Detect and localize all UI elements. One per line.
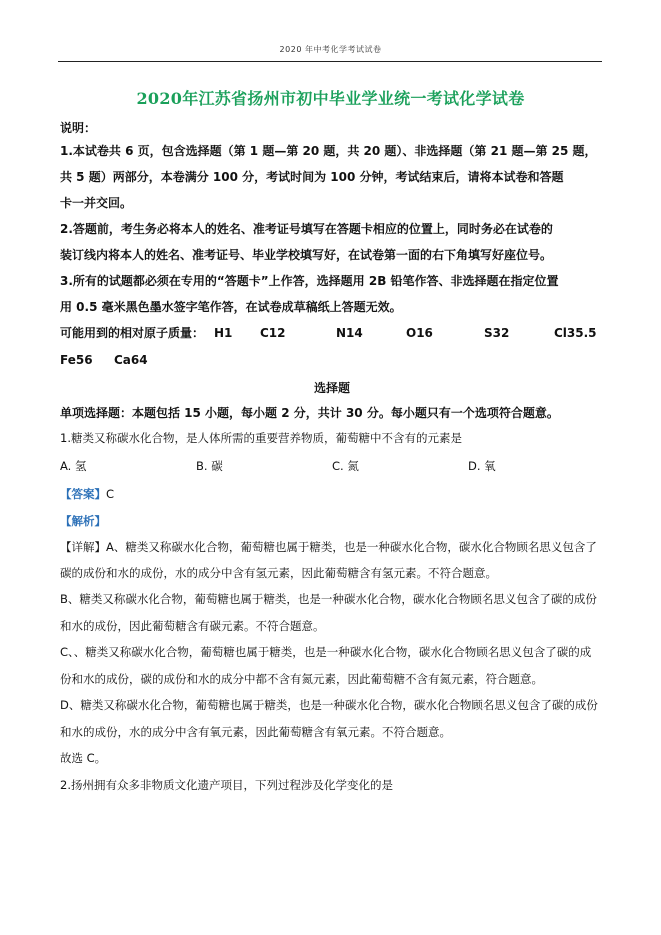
instruction-line: 用 0.5 毫米黑色墨水签字笔作答，在试卷成草稿纸上答题无效。 [60, 300, 402, 314]
exam-title: 2020年江苏省扬州市初中毕业学业统一考试化学试卷 [136, 89, 525, 108]
atomic-mass-row [60, 320, 604, 347]
question-2-stem: 2.扬州拥有众多非物质文化遗产项目，下列过程涉及化学变化的是 [60, 778, 393, 792]
instruction-line: 3.所有的试题都必须在专用的“答题卡”上作答，选择题用 2B 铅笔作答、非选择题在指定位置 [60, 274, 559, 288]
option-d: D. 氧 [468, 459, 496, 473]
atomic-mass-label: 可能用到的相对原子质量： [60, 326, 205, 340]
detail-line: 份和水的成份，碳的成份和水的成分中都不含有氮元素，因此葡萄糖不含有氮元素，符合题意。 [60, 672, 543, 686]
atomic-mass-item: Fe56 [60, 353, 93, 367]
conclusion-line: 故选 C。 [60, 751, 107, 765]
atomic-mass-item: Cl35.5 [554, 326, 597, 340]
option-a: A. 氢 [60, 459, 87, 473]
answer-value: C [106, 487, 115, 501]
instruction-line: 1.本试卷共 6 页，包含选择题（第 1 题—第 20 题，共 20 题）、非选择题（第 21 题—第 25 题， [60, 144, 597, 158]
analysis-tag: 【解析】 [60, 514, 106, 528]
atomic-mass-item: S32 [484, 326, 510, 340]
atomic-mass-row [60, 347, 604, 374]
instruction-line: 2.答题前，考生务必将本人的姓名、准考证号填写在答题卡相应的位置上，同时务必在试卷的 [60, 222, 553, 236]
instruction-line: 卡一并交回。 [60, 196, 133, 210]
detail-line: 和水的成份，因此葡萄糖含有碳元素。不符合题意。 [60, 619, 325, 633]
detail-line: B、糖类又称碳水化合物，葡萄糖也属于糖类，也是一种碳水化合物，碳水化合物顾名思义包含了碳的成份 [60, 592, 597, 606]
section-title: 选择题 [313, 381, 350, 395]
instructions-heading: 说明： [60, 121, 97, 135]
detail-line: D、糖类又称碳水化合物，葡萄糖也属于糖类，也是一种碳水化合物，碳水化合物顾名思义包含了碳的成份 [60, 698, 598, 712]
instruction-line: 共 5 题）两部分，本卷满分 100 分，考试时间为 100 分钟，考试结束后，请将本试卷和答题 [60, 170, 564, 184]
question-1-stem: 1.糖类又称碳水化合物，是人体所需的重要营养物质，葡萄糖中不含有的元素是 [60, 431, 462, 445]
detail-line: C、、糖类又称碳水化合物，葡萄糖也属于糖类，也是一种碳水化合物，碳水化合物顾名思义包含了碳的成 [60, 645, 592, 659]
option-b: B. 碳 [196, 459, 223, 473]
atomic-mass-item: C12 [260, 326, 286, 340]
atomic-mass-item: O16 [406, 326, 433, 340]
header-rule [58, 61, 602, 62]
section-intro: 单项选择题：本题包括 15 小题，每小题 2 分，共计 30 分。每小题只有一个选项符合题意。 [60, 406, 559, 420]
running-header: 2020 年中考化学考试试卷 [279, 45, 382, 54]
answer-tag: 【答案】 [60, 487, 106, 501]
analysis-row [60, 508, 604, 534]
option-c: C. 氮 [332, 459, 359, 473]
atomic-mass-item: Ca64 [114, 353, 148, 367]
exam-content [60, 118, 604, 798]
detail-line: 【详解】A、糖类又称碳水化合物，葡萄糖也属于糖类，也是一种碳水化合物，碳水化合物顾名思义包含了 [60, 540, 597, 554]
atomic-mass-item: H1 [214, 326, 233, 340]
answer-row [60, 480, 604, 508]
instruction-line: 装订线内将本人的姓名、准考证号、毕业学校填写好，在试卷第一面的右下角填写好座位号。 [60, 248, 553, 262]
question-1-options [60, 452, 604, 480]
atomic-mass-item: N14 [336, 326, 363, 340]
detail-line: 和水的成份，水的成分中含有氧元素，因此葡萄糖含有氧元素。不符合题意。 [60, 725, 451, 739]
detail-line: 碳的成份和水的成份，水的成分中含有氢元素，因此葡萄糖含有氢元素。不符合题意。 [60, 566, 497, 580]
